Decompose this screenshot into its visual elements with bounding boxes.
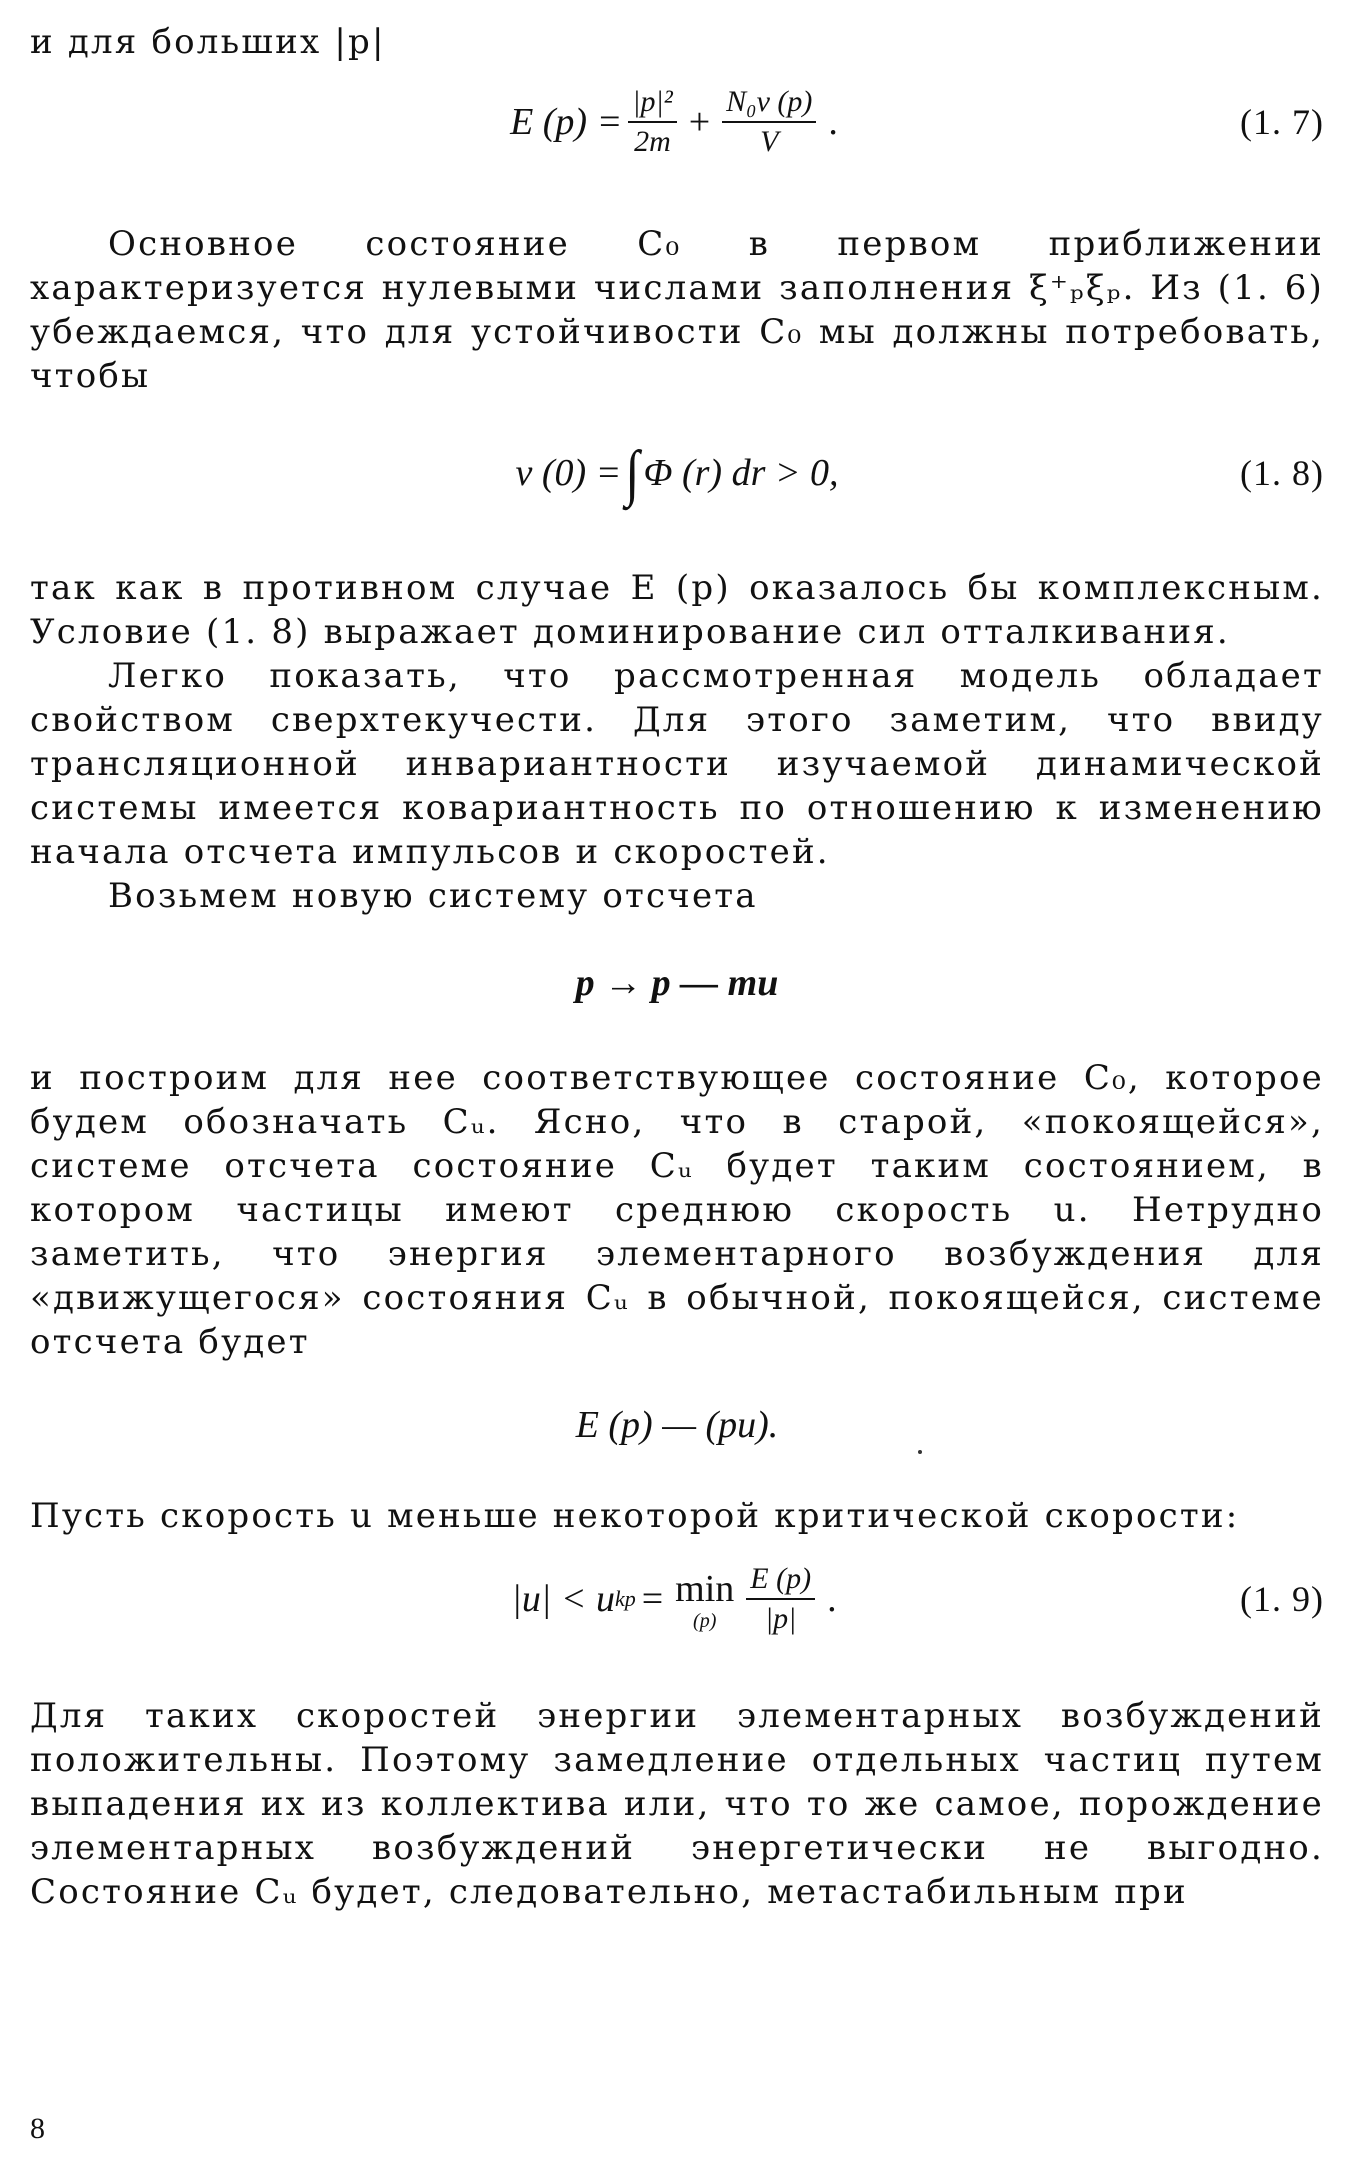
paragraph-critical-velocity: Пусть скорость u меньше некоторой критической скорости: — [30, 1496, 1240, 1536]
equation-frame-shift — [30, 928, 1324, 1038]
eq19-number: (1. 9) — [1240, 1579, 1324, 1619]
paragraph-moving-state: и построим для нее соответствующее состояние C₀, которое будем обозначать Cᵤ. Ясно, что в старой, «покоящейся», системе отсчета состояние Cᵤ будет таким состоянием, в котором частицы имеют среднюю скорость u. Нетрудно заметить, что энергия элементарного возбуждения для «движущегося» состояния Cᵤ в обычной, покоящейся, системе отсчета будет — [30, 1058, 1324, 1362]
eq19-sub: kp — [614, 1586, 636, 1611]
eq17-number: (1. 7) — [1240, 102, 1324, 142]
eq18-integrand: Φ (r) dr > 0, — [643, 452, 839, 494]
integral-sign: ∫ — [625, 438, 640, 508]
equation-1-7 — [30, 72, 1324, 172]
paragraph-complex: так как в противном случае E (p) оказалось бы комплексным. Условие (1. 8) выражает доминирование сил отталкивания. — [30, 568, 1324, 652]
eq18-number: (1. 8) — [1240, 453, 1324, 493]
eq19-lhs: |u| < u — [511, 1578, 615, 1620]
eq19-fraction — [746, 1560, 815, 1638]
eq17-f2-denominator: V — [760, 125, 779, 158]
eq-shift-body: p → p — mu — [575, 962, 779, 1004]
eq17-fraction-2 — [722, 83, 816, 161]
equation-1-9 — [30, 1544, 1324, 1654]
eq17-f1-numerator: |p|² — [628, 83, 677, 123]
eq17-f2-numerator: N₀ν (p) — [722, 83, 816, 123]
eq19-min-text: min — [675, 1568, 735, 1610]
paragraph-ground-state: Основное состояние C₀ в первом приближении характеризуется нулевыми числами заполнения ξ⁺ₚξₚ. Из (1. 6) убеждаемся, что для устойчивости C₀ мы должны потребовать, чтобы — [30, 224, 1324, 396]
eq17-end: . — [828, 101, 838, 143]
print-speck — [918, 1450, 922, 1454]
page-content — [30, 20, 1324, 1914]
eq17-fraction-1 — [628, 83, 677, 161]
equation-energy-shift — [30, 1370, 1324, 1480]
eq19-end: . — [827, 1578, 837, 1620]
eq18-lhs: ν (0) = — [515, 452, 622, 494]
equation-1-8 — [30, 418, 1324, 528]
paragraph-new-frame: Возьмем новую систему отсчета — [108, 876, 758, 916]
eq19-eqsign: = — [641, 1578, 664, 1620]
paragraph-metastable: Для таких скоростей энергии элементарных возбуждений положительны. Поэтому замедление отдельных частиц путем выпадения их из коллектива или, что то же самое, порождение элементарных возбуждений энергетически не выгодно. Состояние Cᵤ будет, следовательно, метастабильным при — [30, 1696, 1324, 1912]
paragraph-intro: и для больших |p| — [30, 22, 386, 62]
eq19-denominator: |p| — [764, 1602, 797, 1635]
eq17-plus: + — [688, 101, 711, 143]
eq17-lhs: E (p) = — [510, 101, 623, 143]
page-number: 8 — [30, 2112, 45, 2145]
eq19-min-sub: (p) — [693, 1610, 717, 1632]
eq-energy-body: E (p) — (pu). — [575, 1404, 779, 1446]
eq19-min — [675, 1567, 734, 1631]
eq17-f1-denominator: 2m — [634, 125, 671, 158]
eq19-numerator: E (p) — [746, 1560, 815, 1600]
paragraph-superfluidity: Легко показать, что рассмотренная модель обладает свойством сверхтекучести. Для этого заметим, что ввиду трансляционной инвариантности изучаемой динамической системы имеется ковариантность по отношению к изменению начала отсчета импульсов и скоростей. — [30, 656, 1324, 872]
